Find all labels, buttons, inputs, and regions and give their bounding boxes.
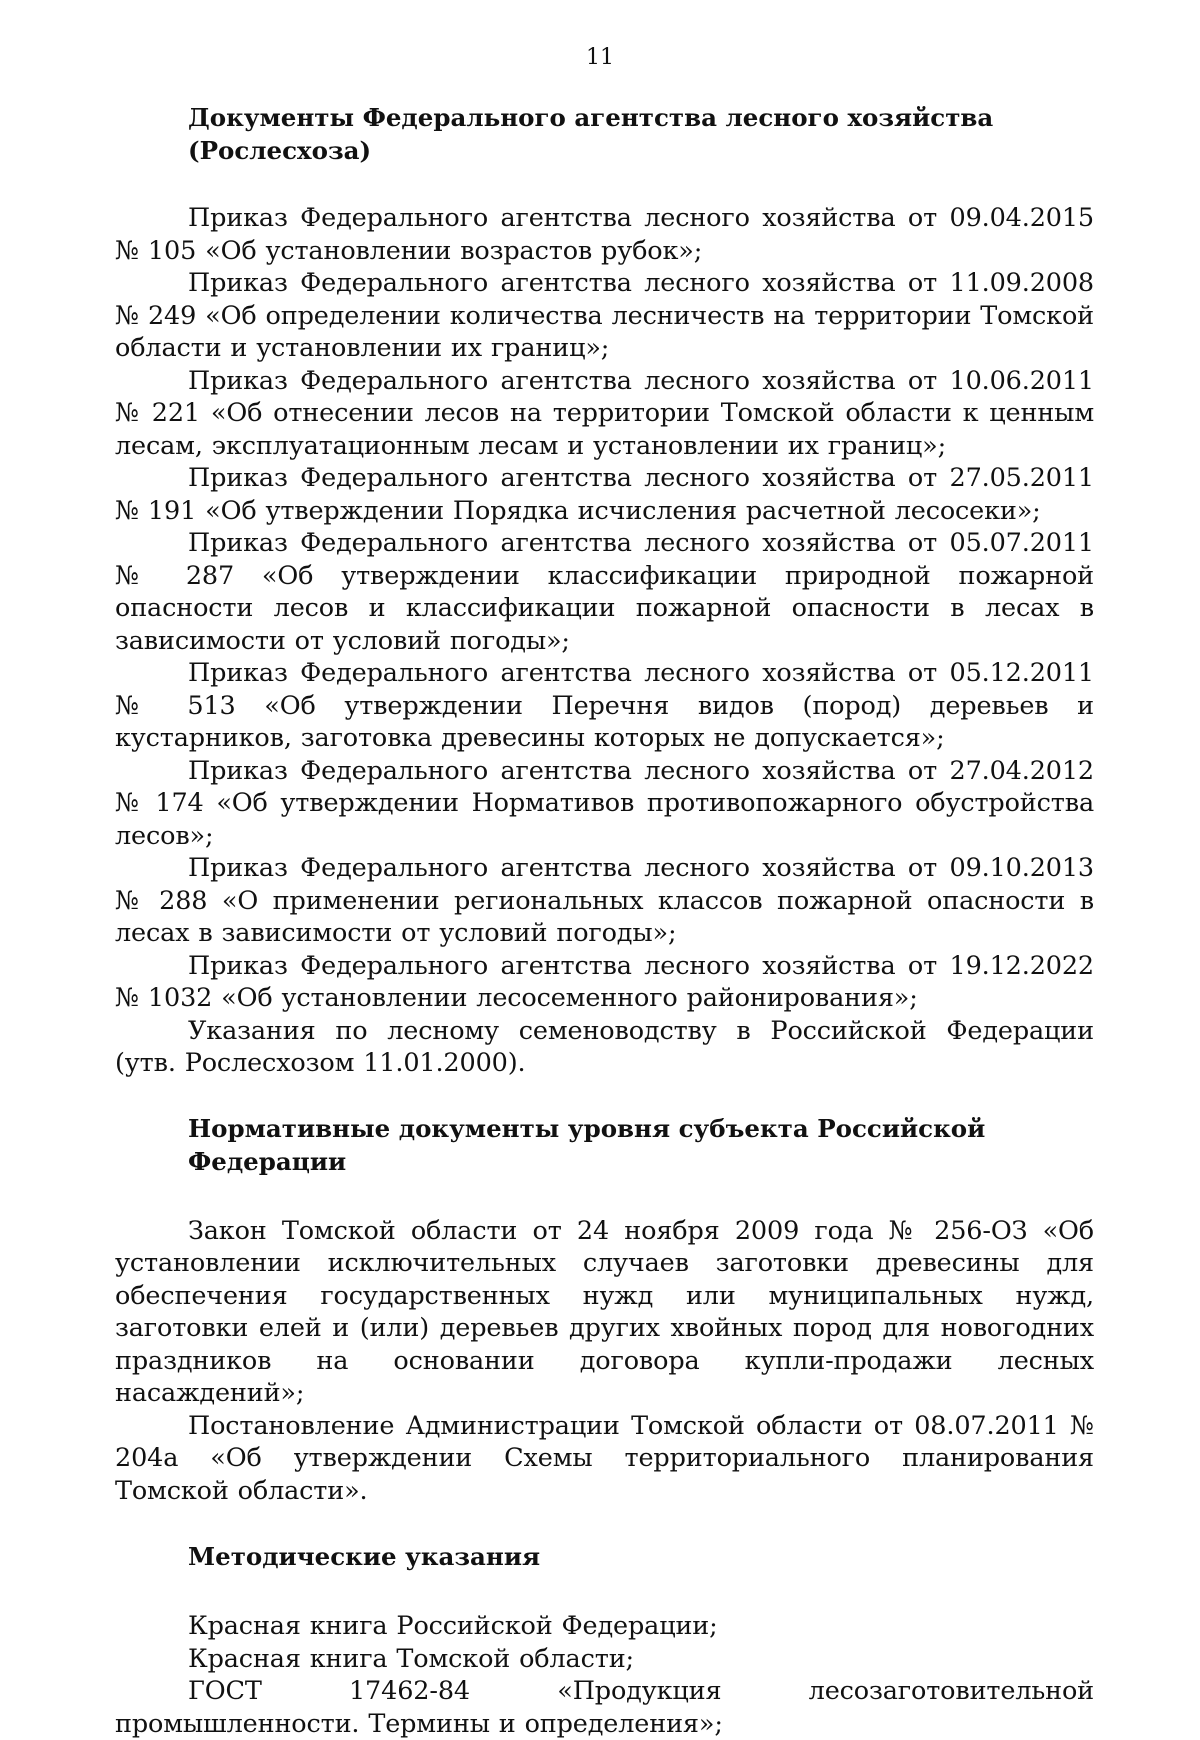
list-item: Приказ Федерального агентства лесного хозяйства от 10.06.2011 № 221 «Об отнесении лесов на территории Томской области к ценным лесам, эксплуатационным лесам и установлении их границ»; — [115, 365, 1094, 461]
list-item: Закон Томской области от 24 ноября 2009 года № 256-ОЗ «Об установлении исключительных случаев заготовки древесины для обеспечения государственных нужд или муниципальных нужд, заготовки елей и (или) деревьев других хвойных пород для новогодних праздников на основании договора купли-продажи лесных насаждений»; — [115, 1215, 1094, 1408]
list-item: Постановление Администрации Томской области от 08.07.2011 № 204а «Об утверждении Схемы территориального планирования Томской области». — [115, 1410, 1094, 1506]
list-item: ГОСТ 17462-84 «Продукция лесозаготовительной промышленности. Термины и определения»; — [115, 1676, 1094, 1739]
list-item: Приказ Федерального агентства лесного хозяйства от 19.12.2022 № 1032 «Об установлении лесосеменного районирования»; — [115, 950, 1094, 1013]
section-heading-rosleskhoz: Документы Федерального агентства лесного хозяйства (Рослесхоза) — [188, 103, 994, 165]
document-body — [115, 101, 1094, 1740]
list-item: Приказ Федерального агентства лесного хозяйства от 11.09.2008 № 249 «Об определении количества лесничеств на территории Томской области и установлении их границ»; — [115, 268, 1094, 363]
list-item: Приказ Федерального агентства лесного хозяйства от 09.10.2013 № 288 «О применении региональных классов пожарной опасности в лесах в зависимости от условий погоды»; — [115, 853, 1094, 948]
page-number: 11 — [586, 45, 614, 70]
list-item: Указания по лесному семеноводству в Российской Федерации (утв. Рослесхозом 11.01.2000). — [115, 1015, 1094, 1078]
list-item: Приказ Федерального агентства лесного хозяйства от 27.04.2012 № 174 «Об утверждении Нормативов противопожарного обустройства лесов»; — [115, 755, 1094, 851]
list-item: Красная книга Томской области; — [188, 1643, 634, 1674]
section-heading-regional-documents: Нормативные документы уровня субъекта Российской Федерации — [188, 1113, 986, 1176]
list-item: Приказ Федерального агентства лесного хозяйства от 09.04.2015 № 105 «Об установлении возрастов рубок»; — [115, 203, 1094, 266]
list-item: Приказ Федерального агентства лесного хозяйства от 05.12.2011 № 513 «Об утверждении Перечня видов (пород) деревьев и кустарников, заготовка древесины которых не допускается»; — [115, 658, 1094, 753]
list-item: Красная книга Российской Федерации; — [188, 1611, 718, 1641]
list-item: Приказ Федерального агентства лесного хозяйства от 27.05.2011 № 191 «Об утверждении Порядка исчисления расчетной лесосеки»; — [115, 463, 1094, 526]
section-heading-methodical-guidelines: Методические указания — [188, 1542, 541, 1571]
list-item: Приказ Федерального агентства лесного хозяйства от 05.07.2011 № 287 «Об утверждении классификации природной пожарной опасности лесов и классификации пожарной опасности в лесах в зависимости от условий погоды»; — [115, 528, 1094, 656]
